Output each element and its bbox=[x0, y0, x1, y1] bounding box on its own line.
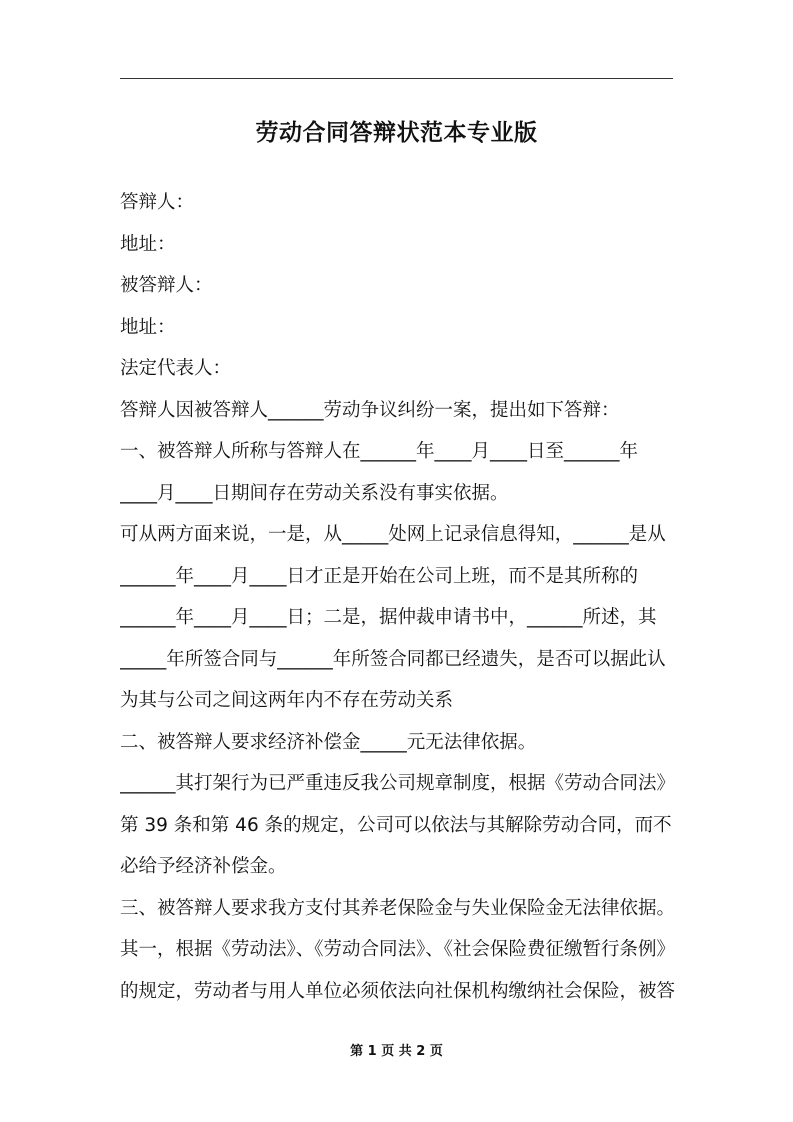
page-number-footer: 第 1 页 共 2 页 bbox=[350, 1044, 443, 1059]
body-line: ______年____月____日才正是开始在公司上班，而不是其所称的 bbox=[120, 565, 639, 587]
body-line: 一、被答辩人所称与答辩人在______年____月____日至______年 bbox=[120, 441, 639, 462]
body-line: _____年所签合同与______年所签合同都已经遗失，是否可以据此认 bbox=[120, 648, 666, 670]
body-line: 的规定，劳动者与用人单位必须依法向社保机构缴纳社会保险，被答 bbox=[120, 980, 676, 1002]
body-line-address: 地址： bbox=[120, 316, 176, 338]
body-line-respondent: 答辩人： bbox=[120, 192, 195, 213]
body-line: 第 39 条和第 46 条的规定，公司可以依法与其解除劳动合同，而不 bbox=[120, 814, 672, 836]
body-line: 为其与公司之间这两年内不存在劳动关系 bbox=[120, 690, 454, 711]
body-line: 其一，根据《劳动法》、《劳动合同法》、《社会保险费征缴暂行条例》 bbox=[120, 939, 676, 960]
body-line-claimant: 被答辩人： bbox=[120, 275, 213, 296]
body-line-address: 地址： bbox=[120, 233, 176, 255]
body-line: 二、被答辩人要求经济补偿金_____元无法律依据。 bbox=[120, 731, 537, 753]
body-line: ____月____日期间存在劳动关系没有事实依据。 bbox=[120, 482, 509, 504]
body-line: 必给予经济补偿金。 bbox=[120, 856, 287, 877]
document-title: 劳动合同答辩状范本专业版 bbox=[255, 120, 538, 147]
body-line: 答辩人因被答辩人______劳动争议纠纷一案，提出如下答辩： bbox=[120, 399, 620, 421]
body-line: 可从两方面来说，一是，从_____处网上记录信息得知，______是从 bbox=[120, 524, 666, 545]
body-line-legal-rep: 法定代表人： bbox=[120, 358, 232, 379]
document-body bbox=[120, 182, 676, 1012]
body-line: 三、被答辩人要求我方支付其养老保险金与失业保险金无法律依据。 bbox=[120, 897, 676, 919]
header-rule bbox=[120, 78, 673, 79]
body-line: ______年____月____日；二是，据仲裁申请书中，______所述，其 bbox=[120, 607, 657, 628]
body-line: ______其打架行为已严重违反我公司规章制度，根据《劳动合同法》 bbox=[120, 773, 676, 794]
